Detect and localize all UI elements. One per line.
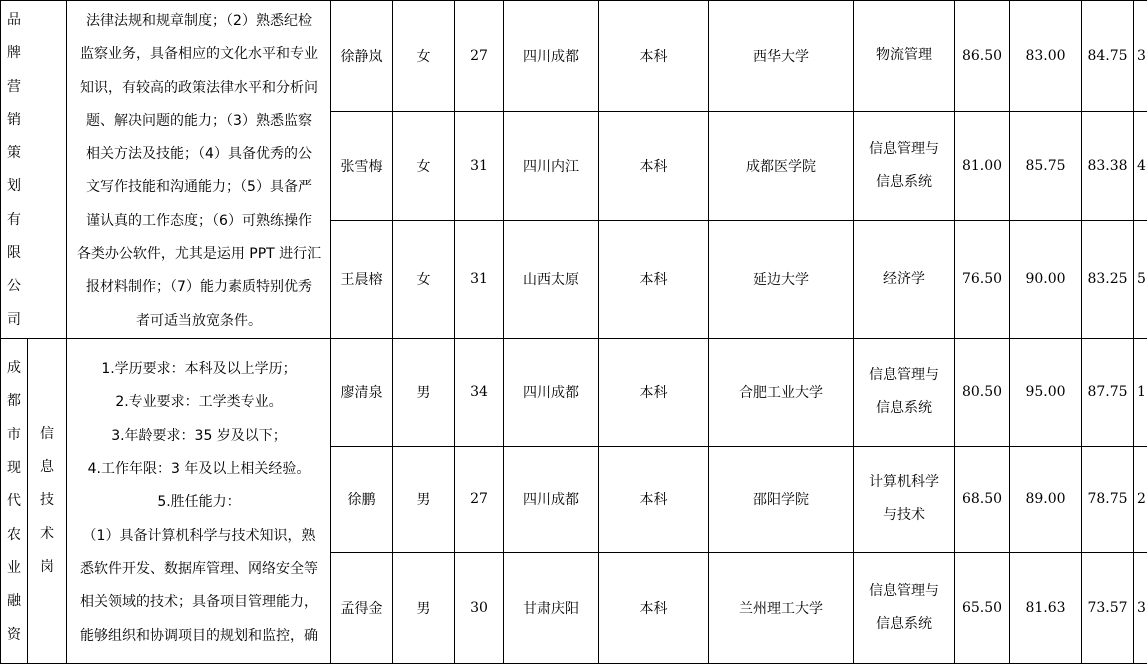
requirement-line: 2.专业要求：工学类专业。	[72, 386, 326, 419]
gender-cell: 男	[393, 446, 455, 552]
requirement-line: 法律法规和规章制度；（2）熟悉纪检	[72, 5, 326, 38]
interview-score-cell: 81.63	[1010, 552, 1082, 663]
gender-cell: 女	[393, 1, 455, 112]
requirement-line: 3.年龄要求：35 岁及以下；	[72, 420, 326, 453]
school-cell: 西华大学	[709, 1, 854, 112]
position-name-char: 技	[40, 484, 54, 517]
candidate-name-cell: 徐静岚	[331, 1, 393, 112]
major-cell	[854, 446, 955, 552]
position-name-char: 岗	[40, 551, 54, 584]
written-score-cell: 68.50	[955, 446, 1010, 552]
total-score-cell: 73.57	[1082, 552, 1134, 663]
company-name-cell	[1, 1, 67, 339]
major-cell	[854, 338, 955, 446]
company-name-char: 融	[7, 585, 21, 618]
candidate-name-cell: 孟得金	[331, 552, 393, 663]
rank-cell: 5	[1134, 220, 1147, 338]
company-name-char: 策	[7, 137, 21, 170]
major-cell	[854, 220, 955, 338]
major-line: 信息系统	[854, 166, 954, 199]
total-score-cell: 83.38	[1082, 111, 1134, 220]
origin-cell: 四川成都	[504, 1, 599, 112]
gender-cell: 女	[393, 111, 455, 220]
written-score-cell: 65.50	[955, 552, 1010, 663]
origin-cell: 四川内江	[504, 111, 599, 220]
company-name-char: 营	[7, 71, 21, 104]
requirements-cell	[67, 338, 331, 663]
table-row	[1, 338, 1147, 446]
candidate-name-cell: 徐鹏	[331, 446, 393, 552]
requirement-line: 知识，有较高的政策法律水平和分析问	[72, 72, 326, 105]
requirement-line: 5.胜任能力：	[72, 486, 326, 519]
company-name-cell	[1, 338, 28, 663]
position-name-char: 息	[40, 451, 54, 484]
company-name-char: 司	[7, 304, 21, 337]
company-name-char: 农	[7, 519, 21, 552]
requirement-line: 题、解决问题的能力；（3）熟悉监察	[72, 105, 326, 138]
major-cell	[854, 1, 955, 112]
company-name-char: 都	[7, 385, 21, 418]
position-name-char: 术	[40, 518, 54, 551]
requirement-line: 1.学历要求：本科及以上学历；	[72, 353, 326, 386]
origin-cell: 四川成都	[504, 446, 599, 552]
written-score-cell: 81.00	[955, 111, 1010, 220]
written-score-cell: 76.50	[955, 220, 1010, 338]
requirement-line: 监察业务，具备相应的文化水平和专业	[72, 38, 326, 71]
major-line: 信息系统	[854, 392, 954, 425]
major-line: 信息管理与	[854, 575, 954, 608]
age-cell: 30	[455, 552, 504, 663]
school-cell: 合肥工业大学	[709, 338, 854, 446]
gender-cell: 男	[393, 338, 455, 446]
rank-cell: 4	[1134, 111, 1147, 220]
interview-score-cell: 83.00	[1010, 1, 1082, 112]
company-name-char: 牌	[7, 37, 21, 70]
interview-score-cell: 90.00	[1010, 220, 1082, 338]
major-line: 信息管理与	[854, 359, 954, 392]
company-name-char: 销	[7, 104, 21, 137]
origin-cell: 四川成都	[504, 338, 599, 446]
company-name-char: 现	[7, 452, 21, 485]
degree-cell: 本科	[599, 1, 709, 112]
requirement-line: 悉软件开发、数据库管理、网络安全等	[72, 553, 326, 586]
degree-cell: 本科	[599, 338, 709, 446]
degree-cell: 本科	[599, 552, 709, 663]
age-cell: 34	[455, 338, 504, 446]
company-name-char: 品	[7, 4, 21, 37]
age-cell: 27	[455, 1, 504, 112]
requirement-line: 谨认真的工作态度；（6）可熟练操作	[72, 205, 326, 238]
written-score-cell: 80.50	[955, 338, 1010, 446]
requirement-line: 4.工作年限：3 年及以上相关经验。	[72, 453, 326, 486]
total-score-cell: 78.75	[1082, 446, 1134, 552]
major-line: 信息管理与	[854, 133, 954, 166]
gender-cell: 男	[393, 552, 455, 663]
company-name-char: 市	[7, 419, 21, 452]
requirement-line: 报材料制作；（7）能力素质特别优秀	[72, 271, 326, 304]
position-name-cell	[28, 338, 67, 663]
major-cell	[854, 111, 955, 220]
table-row	[1, 1, 1147, 112]
written-score-cell: 86.50	[955, 1, 1010, 112]
major-line: 物流管理	[854, 39, 954, 72]
interview-score-cell: 89.00	[1010, 446, 1082, 552]
school-cell: 成都医学院	[709, 111, 854, 220]
school-cell: 邵阳学院	[709, 446, 854, 552]
rank-cell: 2	[1134, 446, 1147, 552]
school-cell: 延边大学	[709, 220, 854, 338]
origin-cell: 山西太原	[504, 220, 599, 338]
major-line: 计算机科学	[854, 466, 954, 499]
gender-cell: 女	[393, 220, 455, 338]
requirement-line: （1）具备计算机科学与技术知识，熟	[72, 520, 326, 553]
rank-cell: 3	[1134, 1, 1147, 112]
interview-score-cell: 85.75	[1010, 111, 1082, 220]
requirement-line: 能够组织和协调项目的规划和监控，确	[72, 620, 326, 653]
degree-cell: 本科	[599, 220, 709, 338]
requirement-line: 相关领域的技术；具备项目管理能力，	[72, 586, 326, 619]
school-cell: 兰州理工大学	[709, 552, 854, 663]
candidate-name-cell: 王晨榕	[331, 220, 393, 338]
company-name-char: 业	[7, 552, 21, 585]
candidate-name-cell: 张雪梅	[331, 111, 393, 220]
position-name-char: 信	[40, 418, 54, 451]
company-name-char: 公	[7, 270, 21, 303]
interview-score-cell: 95.00	[1010, 338, 1082, 446]
company-name-char: 划	[7, 170, 21, 203]
company-name-char: 有	[7, 204, 21, 237]
rank-cell: 3	[1134, 552, 1147, 663]
requirement-line: 相关方法及技能；（4）具备优秀的公	[72, 138, 326, 171]
major-line: 信息系统	[854, 608, 954, 641]
major-line: 与技术	[854, 499, 954, 532]
total-score-cell: 84.75	[1082, 1, 1134, 112]
age-cell: 27	[455, 446, 504, 552]
age-cell: 31	[455, 220, 504, 338]
requirements-cell	[67, 1, 331, 339]
company-name-char: 资	[7, 619, 21, 652]
candidate-name-cell: 廖清泉	[331, 338, 393, 446]
company-name-char: 限	[7, 237, 21, 270]
age-cell: 31	[455, 111, 504, 220]
degree-cell: 本科	[599, 111, 709, 220]
requirement-line: 各类办公软件，尤其是运用 PPT 进行汇	[72, 238, 326, 271]
major-cell	[854, 552, 955, 663]
company-name-char: 成	[7, 352, 21, 385]
company-name-char: 代	[7, 485, 21, 518]
requirement-line: 者可适当放宽条件。	[72, 305, 326, 338]
total-score-cell: 83.25	[1082, 220, 1134, 338]
degree-cell: 本科	[599, 446, 709, 552]
major-line: 经济学	[854, 263, 954, 296]
origin-cell: 甘肃庆阳	[504, 552, 599, 663]
rank-cell: 1	[1134, 338, 1147, 446]
requirement-line: 文写作技能和沟通能力；（5）具备严	[72, 171, 326, 204]
total-score-cell: 87.75	[1082, 338, 1134, 446]
